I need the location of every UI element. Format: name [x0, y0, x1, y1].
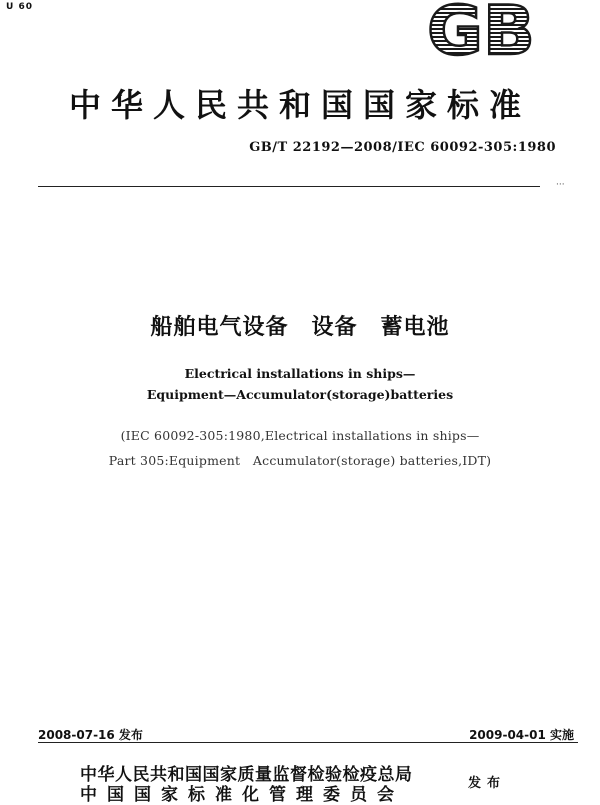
issue-date: 2008-07-16 发布: [38, 728, 143, 742]
iec-reference-line-1: (IEC 60092-305:1980,Electrical installations in ships—: [120, 428, 480, 443]
publish-label: 发布: [468, 776, 507, 791]
gb-logo: [416, 0, 546, 58]
implementation-date: 2009-04-01 实施: [469, 728, 574, 742]
ics-code: U 60: [6, 2, 33, 12]
standard-category-title: 中华人民共和国国家标准: [68, 86, 531, 124]
footer-divider: [38, 742, 578, 743]
english-title-line-2: Equipment—Accumulator(storage)batteries: [146, 387, 454, 402]
header-divider: [38, 186, 540, 187]
iec-reference-line-2: Part 305:Equipment Accumulator(storage) batteries,IDT): [108, 453, 492, 468]
issuer-aqsiq: 中华人民共和国国家质量监督检验检疫总局: [80, 765, 413, 785]
english-title-line-1: Electrical installations in ships—: [184, 366, 416, 381]
issuer-sac: 中国国家标准化管理委员会: [80, 785, 404, 805]
divider-dots: ···: [556, 180, 565, 190]
chinese-title: 船舶电气设备 设备 蓄电池: [150, 315, 450, 340]
standard-number: GB/T 22192—2008/IEC 60092-305:1980: [249, 140, 556, 155]
logo-text: GB: [427, 0, 535, 58]
